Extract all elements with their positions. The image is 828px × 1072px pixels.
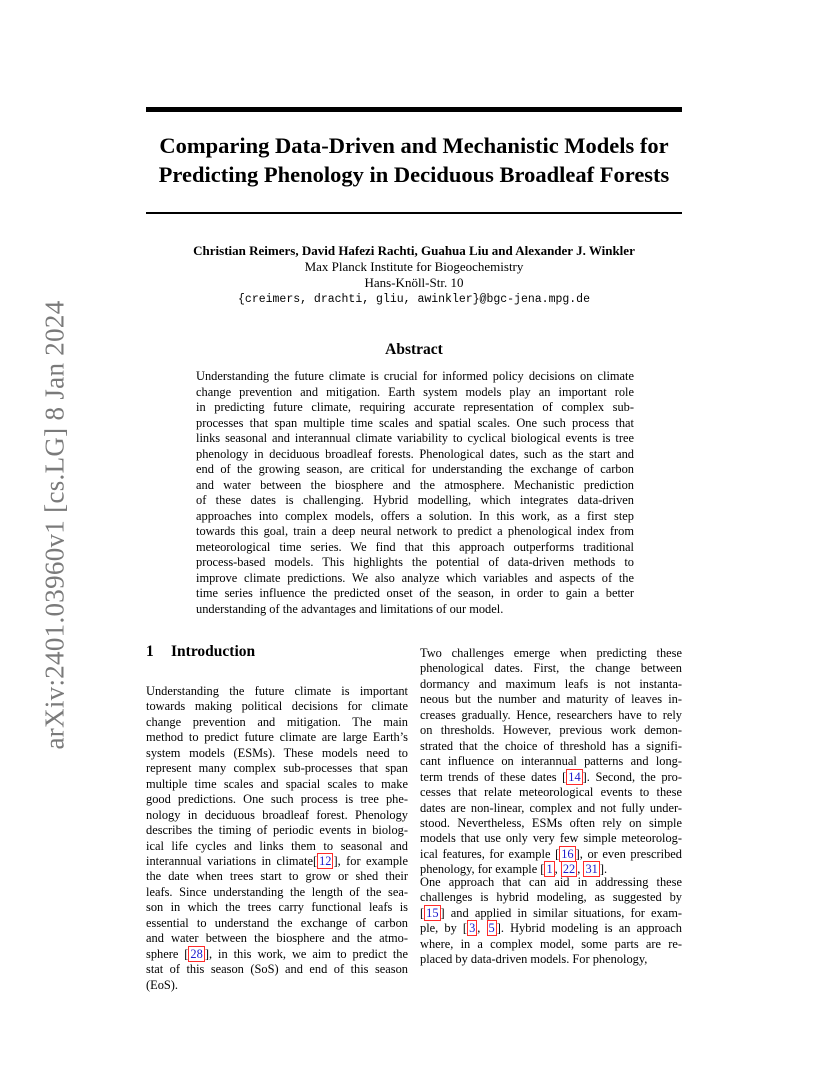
citation-link[interactable]: 12: [319, 853, 332, 868]
text-line: nology in deciduous broadleaf forest. Phenology: [146, 807, 408, 822]
text-line: One approach that can aid in addressing these: [420, 875, 682, 889]
text-line: links seasonal and interannual climate variability to cyclical biological events is tree: [196, 431, 634, 445]
citation-link[interactable]: 31: [585, 862, 598, 877]
citation-link[interactable]: 5: [488, 921, 495, 936]
citation-link[interactable]: 22: [562, 862, 576, 877]
section-heading: [146, 643, 255, 661]
title-line: Comparing Data-Driven and Mechanistic Models for: [159, 133, 669, 158]
citation-link[interactable]: 1: [546, 862, 553, 877]
text-line: strated that the choice of threshold has a signifi-: [420, 738, 682, 753]
intro-right-paragraph-1: [420, 646, 682, 878]
author-block: [110, 243, 718, 308]
title-line: Predicting Phenology in Deciduous Broadleaf Forests: [158, 162, 670, 187]
text-line: on thresholds. However, previous work demon-: [420, 723, 682, 738]
text-line: son in which the trees carry functional leafs is: [146, 900, 408, 915]
text-line: Understanding the future climate is crucial for informed policy decisions on climate: [196, 369, 634, 383]
text-line: meteorological time series. We find that this approach outperforms traditional: [196, 539, 634, 554]
text-line: sphere [ 28 ], in this work, we aim to predict the: [146, 946, 408, 961]
text-line: cesses that relate meteorological events to these: [420, 785, 682, 800]
text-line: ical features, for example [ 16 ], or even prescribed: [420, 846, 682, 861]
text-line: process-based models. This highlights the potential of data-driven methods to: [196, 555, 634, 569]
text-line: ple, by [ 3 , 5 ]. Hybrid modeling is an approach: [420, 921, 682, 936]
text-line: towards making political decisions for climate: [146, 699, 408, 714]
citation-link[interactable]: 14: [568, 769, 581, 784]
text-line: end of the growing season, are critical for understanding the exchange of carbon: [196, 462, 634, 476]
citation-link[interactable]: 28: [190, 946, 203, 961]
text-line: interannual variations in climate[ 12 ], for example: [146, 853, 408, 868]
arxiv-stamp: arXiv:2401.03960v1 [cs.LG] 8 Jan 2024: [39, 300, 70, 750]
text-line: Two challenges emerge when predicting these: [420, 646, 682, 660]
citation-link[interactable]: 15: [426, 905, 439, 920]
intro-left-column: [146, 684, 408, 993]
text-line: good predictions. One such process is tree phe-: [146, 792, 408, 807]
affiliation: Max Planck Institute for Biogeochemistry: [304, 259, 524, 274]
text-line: method to predict future climate are large Earth’s: [146, 730, 408, 745]
text-line: change prevention and mitigation. Earth system models play an important role: [196, 384, 634, 399]
text-line: improve climate predictions. We also analyze which variables and aspects of the: [196, 570, 634, 585]
text-line: the date when trees start to grow or shed their: [146, 869, 408, 884]
text-line: multiple time scales and spacial scales to make: [146, 776, 408, 791]
text-line: represent many complex sub-processes that span: [146, 761, 408, 776]
text-line: ical life cycles and links them to seasonal and: [146, 838, 408, 853]
text-line: system models (ESMs). These models need to: [146, 745, 408, 760]
section-number: 1: [146, 643, 154, 660]
text-line: in predicting future climate, requiring accurate representation of complex sub-: [196, 400, 634, 414]
text-line: phenological dates. First, the change between: [420, 661, 682, 676]
text-line: term trends of these dates [ 14 ]. Second, the pro-: [420, 769, 682, 784]
text-line: (EoS).: [146, 977, 179, 992]
text-line: challenges is hybrid modeling, as suggested by: [420, 890, 682, 905]
text-line: where, in a complex model, some parts are re-: [420, 936, 682, 951]
text-line: models that use only very few simple meteorolog-: [420, 831, 682, 846]
text-line: stood. Nevertheless, ESMs often rely on simple: [420, 815, 682, 830]
citation-link[interactable]: 16: [561, 846, 574, 861]
text-line: and water between the biosphere and the atmosphere. Mechanistic prediction: [196, 477, 634, 492]
text-line: [ 15 ] and applied in similar situations, for exam-: [420, 905, 682, 920]
address: Hans-Knöll-Str. 10: [364, 275, 464, 290]
text-line: time series influence the predicted onset of the season, in order to gain a better: [196, 586, 634, 600]
text-line: essential to understand the exchange of carbon: [146, 915, 408, 930]
text-line: of these dates is challenging. Hybrid modelling, which integrates data-driven: [196, 493, 634, 507]
abstract-body: [196, 369, 634, 617]
text-line: leafs. Since understanding the length of the sea-: [146, 884, 408, 899]
text-line: and water between the biosphere and the atmo-: [146, 931, 408, 946]
citation-link[interactable]: 3: [469, 921, 476, 936]
text-line: approaches into complex models, offers a solution. In this work, as a first step: [196, 508, 634, 523]
text-line: phenology in deciduous broadleaf forests. Phenological dates, such as the start and: [196, 446, 634, 461]
text-line: cant influence on interannual patterns and long-: [420, 754, 682, 769]
text-line: change prevention and mitigation. The main: [146, 714, 408, 729]
text-line: neous but the number and maturity of leaves in-: [420, 692, 682, 707]
text-line: dates are non-linear, complex and not fully under-: [420, 800, 682, 815]
text-line: towards this goal, train a deep neural network to predict a phenological index from: [196, 524, 634, 538]
text-line: Understanding the future climate is important: [146, 684, 408, 698]
author-names: Christian Reimers, David Hafezi Rachti, Guahua Liu and Alexander J. Winkler: [193, 243, 635, 258]
paper-title: [110, 131, 718, 189]
section-title: Introduction: [171, 643, 256, 660]
abstract-heading: Abstract: [385, 341, 443, 358]
text-line: understanding of the advantages and limitations of our model.: [196, 601, 504, 616]
author-emails: {creimers, drachti, gliu, awinkler}@bgc-jena.mpg.de: [238, 293, 590, 306]
title-rule: [146, 212, 682, 214]
text-line: stat of this season (SoS) and end of this season: [146, 962, 408, 977]
top-rule: [146, 107, 682, 112]
text-line: placed by data-driven models. For phenology,: [420, 952, 648, 967]
intro-right-paragraph-2: [420, 875, 682, 968]
text-line: describes the timing of periodic events in biolog-: [146, 823, 408, 838]
text-line: processes that span multiple time scales and spatial scales. One such process that: [196, 415, 634, 430]
text-line: dormancy and maximum leafs is not instanta-: [420, 676, 682, 691]
text-line: creases gradually. Hence, researchers have to rely: [420, 707, 682, 722]
text-line: phenology, for example [ 1 , 22 , 31 ].: [420, 862, 608, 877]
